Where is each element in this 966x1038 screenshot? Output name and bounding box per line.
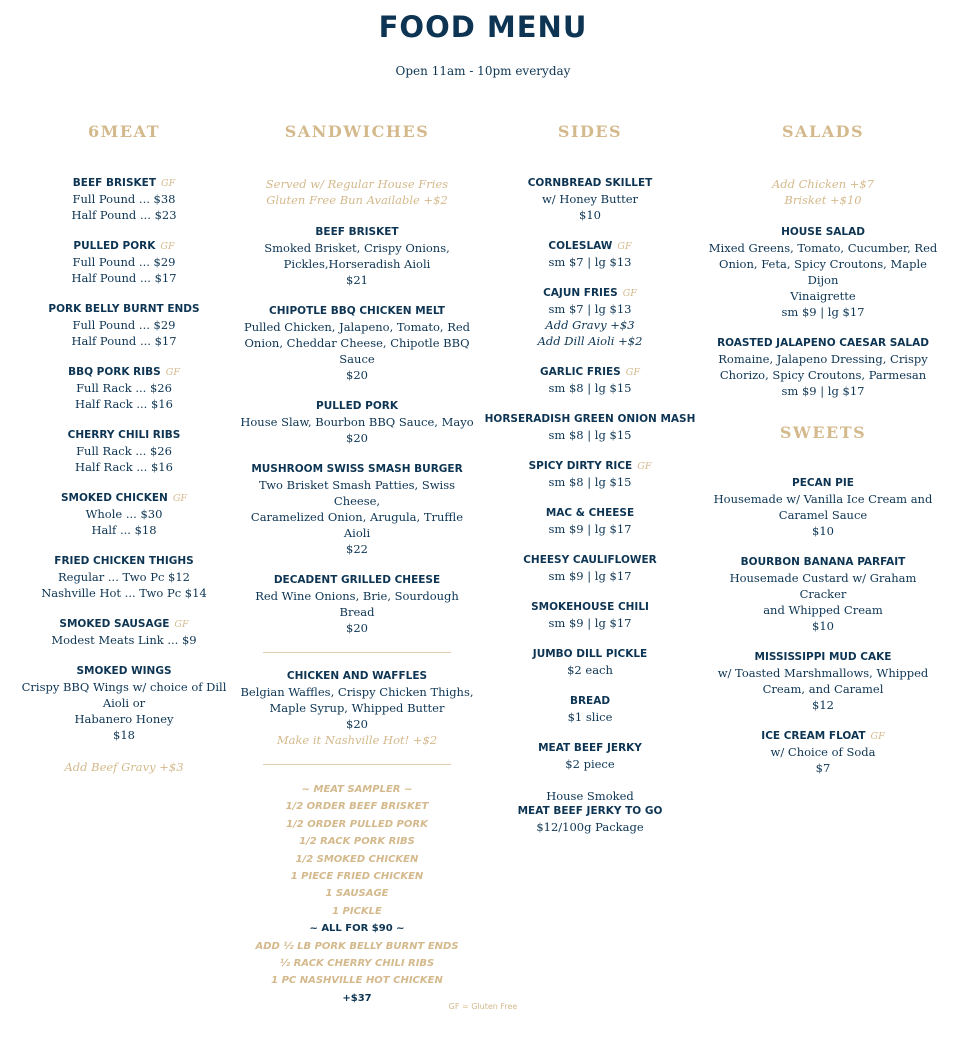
item-name: SMOKED CHICKEN: [60, 492, 168, 504]
item-name: SMOKED WINGS: [76, 665, 172, 677]
sampler-addon: ½ RACK CHERRY CHILI RIBS: [279, 958, 435, 970]
item-price: $20: [346, 621, 368, 635]
item-price: Full Rack ... $26: [76, 444, 172, 458]
item-description: Caramel Sauce: [778, 508, 868, 522]
item-price: Modest Meats Link ... $9: [51, 633, 197, 647]
item-price: sm $8 | lg $15: [548, 475, 632, 489]
item-name: DECADENT GRILLED CHEESE: [273, 574, 441, 586]
gluten-free-badge: GF: [637, 461, 652, 472]
item-price: $2 each: [567, 663, 613, 677]
sampler-item: 1/2 ORDER PULLED PORK: [286, 818, 428, 830]
sampler-price: ~ ALL FOR $90 ~: [309, 923, 405, 935]
fries-note: Served w/ Regular House Fries: [265, 177, 449, 191]
item-name: JUMBO DILL PICKLE: [532, 648, 648, 660]
menu-item-pork-belly-burnt-ends: [8, 302, 240, 349]
menu-item-smoked-wings: [8, 664, 240, 743]
item-name: COLESLAW: [548, 240, 613, 252]
item-name: SPICY DIRTY RICE: [528, 460, 633, 472]
item-name: MISSISSIPPI MUD CAKE: [754, 651, 892, 663]
menu-item-smoked-sausage: [8, 617, 240, 648]
item-price: sm $8 | lg $15: [548, 428, 632, 442]
item-name: FRIED CHICKEN THIGHS: [54, 555, 194, 567]
item-price: Half Pound ... $17: [71, 334, 177, 348]
item-name: PULLED PORK: [73, 240, 156, 252]
menu-item-beef-brisket: [8, 176, 240, 223]
item-price: $20: [346, 717, 368, 731]
item-description: Two Brisket Smash Patties, Swiss Cheese,: [258, 478, 456, 508]
item-name: ICE CREAM FLOAT: [761, 730, 866, 742]
meat-sampler: [240, 781, 474, 1007]
menu-title: FOOD MENU: [378, 10, 588, 44]
menu-item-cajun-fries: [474, 286, 706, 349]
item-price: Full Pound ... $38: [72, 192, 176, 206]
item-name: CHIPOTLE BBQ CHICKEN MELT: [269, 305, 445, 317]
sampler-addon-price: +$37: [342, 992, 372, 1004]
menu-item-decadent-grilled-cheese: [240, 573, 474, 636]
sandwiches-column: [240, 122, 474, 1007]
menu-item-mac-and-cheese: [474, 506, 706, 537]
item-price: Nashville Hot ... Two Pc $14: [41, 586, 207, 600]
menu-item-smoked-chicken: [8, 491, 240, 538]
item-price: Whole ... $30: [85, 507, 163, 521]
menu-item-bread: [474, 694, 706, 725]
menu-item-bourbon-banana-parfait: [706, 555, 940, 634]
sampler-item: 1/2 SMOKED CHICKEN: [295, 853, 419, 865]
item-price: $2 piece: [565, 757, 615, 771]
item-description: Onion, Cheddar Cheese, Chipotle BBQ: [244, 336, 470, 350]
item-name: CHERRY CHILI RIBS: [67, 429, 181, 441]
item-description: Housemade w/ Vanilla Ice Cream and: [713, 492, 933, 506]
sandwiches-intro: [240, 176, 474, 208]
menu-item-cherry-chili-ribs: [8, 428, 240, 475]
item-description: Romaine, Jalapeno Dressing, Crispy: [718, 352, 928, 366]
item-name: CHICKEN AND WAFFLES: [286, 670, 428, 682]
gf-bun-note: Gluten Free Bun Available +$2: [266, 193, 448, 207]
item-name: HOUSE SALAD: [781, 226, 865, 238]
item-description: w/ Choice of Soda: [770, 745, 876, 759]
item-name: MUSHROOM SWISS SMASH BURGER: [251, 463, 463, 475]
item-price: sm $9 | lg $17: [781, 384, 865, 398]
item-addon: Add Dill Aioli +$2: [537, 334, 643, 348]
sampler-item: 1 SAUSAGE: [325, 888, 389, 900]
item-name: MEAT BEEF JERKY: [538, 742, 642, 754]
beef-gravy-note: Add Beef Gravy +$3: [64, 760, 184, 774]
divider: [263, 764, 451, 765]
meat-heading: 6MEAT: [88, 122, 160, 141]
item-price: $10: [579, 208, 601, 222]
sampler-addon: 1 PC NASHVILLE HOT CHICKEN: [271, 975, 443, 987]
sides-column: [474, 122, 706, 851]
item-price: $12: [812, 698, 834, 712]
item-price: sm $9 | lg $17: [548, 522, 632, 536]
item-name: MEAT BEEF JERKY TO GO: [517, 805, 663, 817]
item-name: BOURBON BANANA PARFAIT: [740, 556, 906, 568]
menu-item-roasted-jalapeno-caesar-salad: [706, 336, 940, 399]
gluten-free-badge: GF: [622, 288, 637, 299]
item-price: Half Pound ... $23: [71, 208, 177, 222]
item-price: $12/100g Package: [536, 820, 644, 834]
menu-item-coleslaw: [474, 239, 706, 270]
item-description: Crispy BBQ Wings w/ choice of Dill Aioli or: [21, 680, 227, 710]
item-description: and Whipped Cream: [763, 603, 883, 617]
item-name: BREAD: [569, 695, 611, 707]
item-name: CORNBREAD SKILLET: [527, 177, 653, 189]
sampler-item: 1/2 ORDER BEEF BRISKET: [285, 801, 429, 813]
sides-heading: SIDES: [557, 122, 623, 141]
item-price: sm $9 | lg $17: [548, 569, 632, 583]
gluten-free-badge: GF: [617, 241, 632, 252]
menu-item-ice-cream-float: [706, 729, 940, 776]
item-price: Half Rack ... $16: [75, 397, 173, 411]
item-description: Pickles,Horseradish Aioli: [283, 257, 431, 271]
salads-sweets-column: [706, 122, 940, 792]
item-description: Housemade Custard w/ Graham Cracker: [729, 571, 917, 601]
item-description: w/ Toasted Marshmallows, Whipped: [717, 666, 929, 680]
sampler-item: 1/2 RACK PORK RIBS: [299, 836, 415, 848]
gluten-free-badge: GF: [174, 619, 189, 630]
menu-item-pecan-pie: [706, 476, 940, 539]
item-description: Vinaigrette: [790, 289, 856, 303]
add-brisket-note: Brisket +$10: [784, 193, 862, 207]
sampler-addon: ADD ½ LB PORK BELLY BURNT ENDS: [255, 940, 459, 952]
gluten-free-badge: GF: [625, 367, 640, 378]
menu-item-cornbread-skillet: [474, 176, 706, 223]
item-name: PULLED PORK: [316, 400, 398, 412]
menu-item-beef-jerky-to-go: [474, 788, 706, 835]
item-price: Half Pound ... $17: [71, 271, 177, 285]
item-description: House Slaw, Bourbon BBQ Sauce, Mayo: [240, 415, 474, 429]
item-name: HORSERADISH GREEN ONION MASH: [484, 413, 696, 425]
item-name: CHEESY CAULIFLOWER: [523, 554, 657, 566]
menu-item-jumbo-dill-pickle: [474, 647, 706, 678]
divider: [263, 652, 451, 653]
item-description: Smoked Brisket, Crispy Onions,: [264, 241, 450, 255]
item-price: sm $8 | lg $15: [548, 381, 632, 395]
item-price: $10: [812, 619, 834, 633]
sweets-heading: SWEETS: [779, 423, 867, 442]
item-name: ROASTED JALAPENO CAESAR SALAD: [717, 337, 929, 349]
item-price: Regular ... Two Pc $12: [57, 570, 190, 584]
menu-item-pulled-pork-sandwich: [240, 399, 474, 446]
item-name: BEEF BRISKET: [72, 177, 157, 189]
add-chicken-note: Add Chicken +$7: [771, 177, 875, 191]
item-price: sm $7 | lg $13: [548, 302, 632, 316]
item-description: Sauce: [339, 352, 375, 366]
item-price: Half Rack ... $16: [75, 460, 173, 474]
item-addon: Add Gravy +$3: [545, 318, 635, 332]
menu-item-chipotle-bbq-chicken-melt: [240, 304, 474, 383]
item-price: sm $7 | lg $13: [548, 255, 632, 269]
nashville-hot-note: Make it Nashville Hot! +$2: [276, 733, 438, 747]
gluten-free-badge: GF: [172, 493, 187, 504]
menu-item-pulled-pork: [8, 239, 240, 286]
gluten-free-badge: GF: [165, 367, 180, 378]
item-price: Full Rack ... $26: [76, 381, 172, 395]
item-name: PORK BELLY BURNT ENDS: [48, 303, 200, 315]
item-price: $21: [346, 273, 368, 287]
gluten-free-badge: GF: [870, 731, 885, 742]
sampler-item: 1 PIECE FRIED CHICKEN: [290, 871, 424, 883]
menu-item-house-salad: [706, 225, 940, 320]
sampler-item: 1 PICKLE: [332, 905, 382, 917]
menu-item-smokehouse-chili: [474, 600, 706, 631]
item-description: Mixed Greens, Tomato, Cucumber, Red: [708, 241, 938, 255]
item-name: PECAN PIE: [792, 477, 854, 489]
opening-hours: Open 11am - 10pm everyday: [395, 64, 571, 78]
item-price: Full Pound ... $29: [72, 318, 176, 332]
item-description: House Smoked: [546, 789, 634, 803]
item-name: SMOKED SAUSAGE: [59, 618, 170, 630]
gluten-free-legend: GF = Gluten Free: [448, 1002, 518, 1011]
item-price: $7: [815, 761, 831, 775]
item-price: $1 slice: [567, 710, 613, 724]
menu-item-fried-chicken-thighs: [8, 554, 240, 601]
menu-item-mushroom-swiss-smash-burger: [240, 462, 474, 557]
item-description: Red Wine Onions, Brie, Sourdough Bread: [255, 589, 459, 619]
item-description: w/ Honey Butter: [541, 192, 639, 206]
item-description: Cream, and Caramel: [762, 682, 884, 696]
item-name: SMOKEHOUSE CHILI: [531, 601, 649, 613]
salads-intro: [706, 176, 940, 208]
item-name: MAC & CHEESE: [545, 507, 635, 519]
menu-item-cheesy-cauliflower: [474, 553, 706, 584]
item-price: sm $9 | lg $17: [548, 616, 632, 630]
item-price: Full Pound ... $29: [72, 255, 176, 269]
menu-item-garlic-fries: [474, 365, 706, 396]
item-price: $20: [346, 431, 368, 445]
menu-item-spicy-dirty-rice: [474, 459, 706, 490]
item-price: $22: [346, 542, 368, 556]
menu-item-chicken-and-waffles: [240, 669, 474, 748]
menu-item-beef-brisket-sandwich: [240, 225, 474, 288]
salads-heading: SALADS: [781, 122, 865, 141]
item-price: $18: [113, 728, 135, 742]
item-name: BBQ PORK RIBS: [68, 366, 161, 378]
sandwiches-heading: SANDWICHES: [284, 122, 430, 141]
item-description: Maple Syrup, Whipped Butter: [269, 701, 445, 715]
menu-item-meat-beef-jerky: [474, 741, 706, 772]
item-name: CAJUN FRIES: [543, 287, 618, 299]
item-price: $20: [346, 368, 368, 382]
item-price: Half ... $18: [91, 523, 157, 537]
item-description: Pulled Chicken, Jalapeno, Tomato, Red: [243, 320, 471, 334]
item-description: Habanero Honey: [74, 712, 174, 726]
gluten-free-badge: GF: [161, 178, 176, 189]
item-price: $10: [812, 524, 834, 538]
item-description: Belgian Waffles, Crispy Chicken Thighs,: [240, 685, 474, 699]
menu-item-mississippi-mud-cake: [706, 650, 940, 713]
item-name: GARLIC FRIES: [540, 366, 621, 378]
gluten-free-badge: GF: [160, 241, 175, 252]
sampler-title: ~ MEAT SAMPLER ~: [301, 784, 413, 795]
menu-item-bbq-pork-ribs: [8, 365, 240, 412]
item-description: Onion, Feta, Spicy Croutons, Maple Dijon: [719, 257, 927, 287]
menu-item-horseradish-green-onion-mash: [474, 412, 706, 443]
item-price: sm $9 | lg $17: [781, 305, 865, 319]
item-description: Caramelized Onion, Arugula, Truffle Aioli: [250, 510, 464, 540]
meat-column: [8, 122, 240, 775]
item-description: Chorizo, Spicy Croutons, Parmesan: [719, 368, 927, 382]
item-name: BEEF BRISKET: [315, 226, 399, 238]
